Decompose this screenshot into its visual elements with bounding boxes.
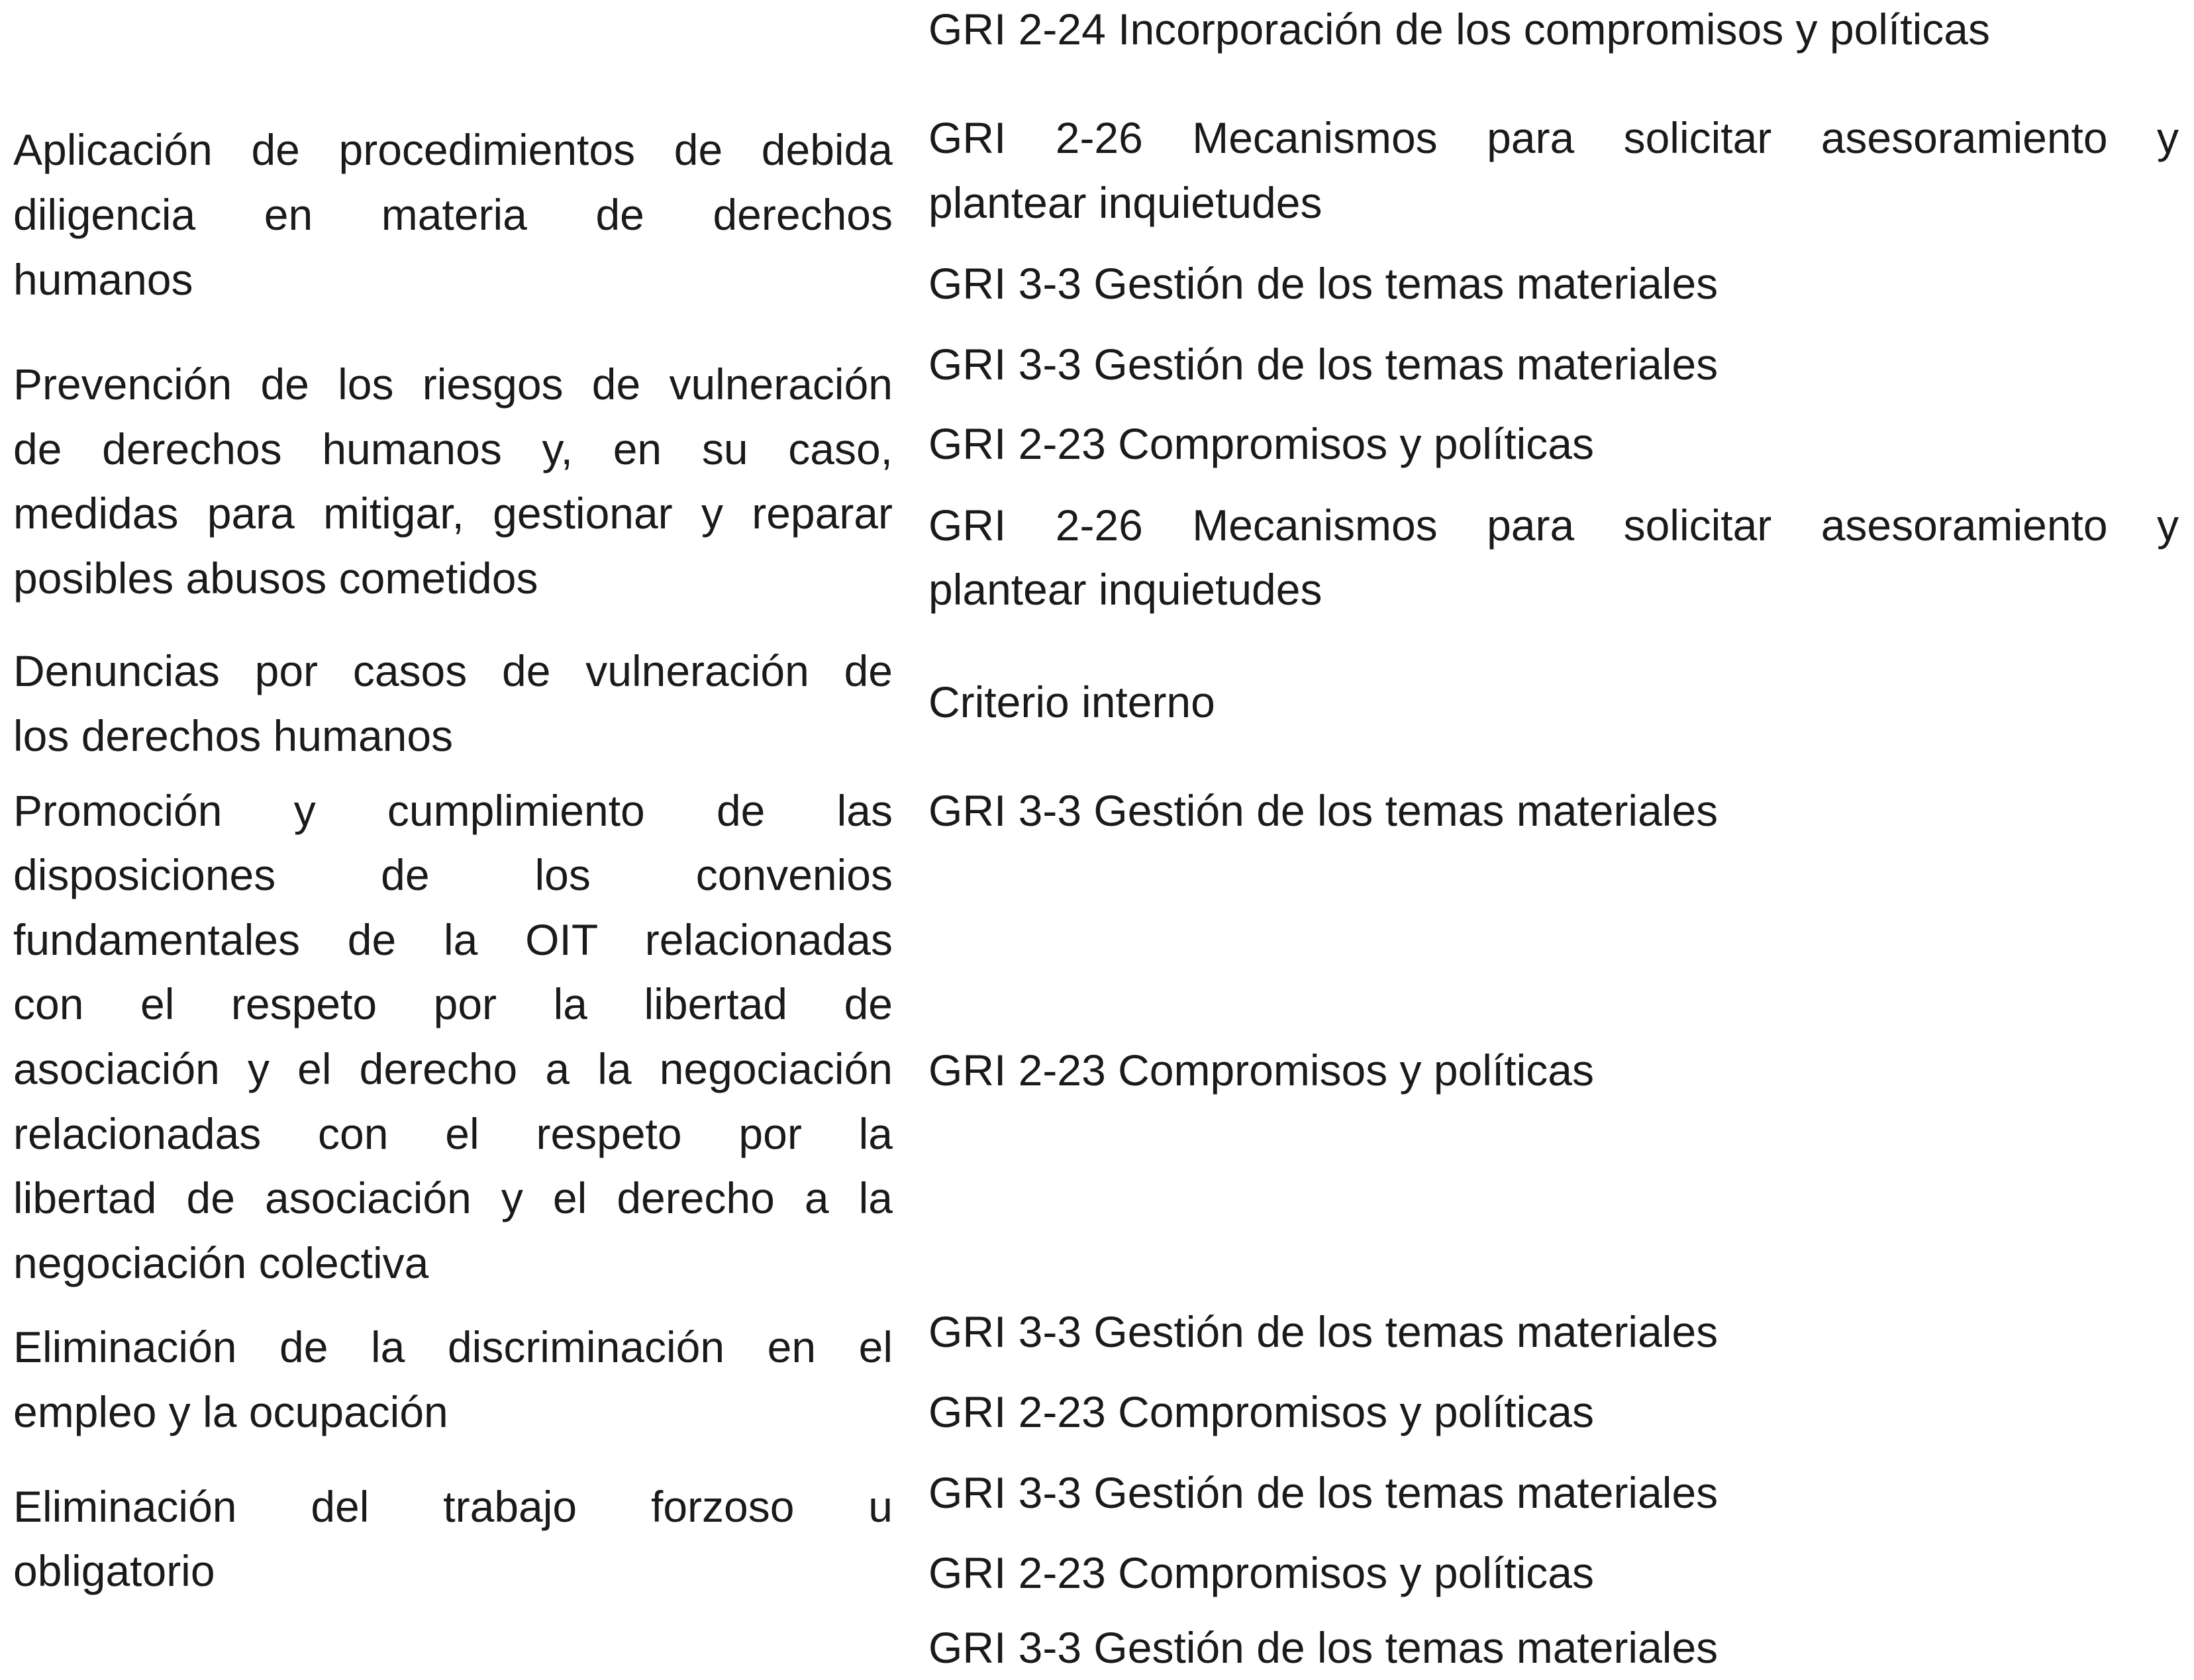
topic-line: Aplicación de procedimientos de debida xyxy=(13,125,893,174)
topic-line: obligatorio xyxy=(13,1546,215,1595)
topic-line: Prevención de los riesgos de vulneración xyxy=(13,360,893,409)
topic-line: con el respeto por la libertad de xyxy=(13,979,893,1028)
gri-reference: GRI 3-3 Gestión de los temas materiales xyxy=(928,1623,1719,1672)
gri-reference: GRI 2-26 Mecanismos para solicitar asesoramiento y xyxy=(928,113,2179,162)
topic-line: relacionadas con el respeto por la xyxy=(13,1109,893,1158)
gri-reference: GRI 2-23 Compromisos y políticas xyxy=(928,419,1594,468)
gri-reference: plantear inquietudes xyxy=(928,565,1322,614)
gri-reference: GRI 3-3 Gestión de los temas materiales xyxy=(928,259,1719,308)
topic-line: humanos xyxy=(13,255,193,304)
topic-line: disposiciones de los convenios xyxy=(13,850,893,899)
gri-reference: GRI 3-3 Gestión de los temas materiales xyxy=(928,1468,1719,1517)
topic-line: los derechos humanos xyxy=(13,711,454,760)
topic-line: Promoción y cumplimiento de las xyxy=(13,786,893,835)
topic-line: posibles abusos cometidos xyxy=(13,554,538,603)
gri-reference: GRI 2-23 Compromisos y políticas xyxy=(928,1046,1594,1095)
gri-reference: GRI 3-3 Gestión de los temas materiales xyxy=(928,1307,1719,1356)
gri-reference: GRI 2-26 Mecanismos para solicitar asesoramiento y xyxy=(928,501,2179,550)
topic-line: medidas para mitigar, gestionar y reparar xyxy=(13,489,893,538)
topic-line: Eliminación del trabajo forzoso u xyxy=(13,1482,893,1531)
topic-line: negociación colectiva xyxy=(13,1238,429,1287)
gri-reference: plantear inquietudes xyxy=(928,178,1322,227)
gri-reference: GRI 3-3 Gestión de los temas materiales xyxy=(928,786,1719,835)
gri-reference: GRI 2-23 Compromisos y políticas xyxy=(928,1548,1594,1597)
topic-line: diligencia en materia de derechos xyxy=(13,190,893,239)
topic-line: de derechos humanos y, en su caso, xyxy=(13,424,893,473)
topic-line: empleo y la ocupación xyxy=(13,1387,448,1436)
gri-reference: GRI 2-24 Incorporación de los compromisos y políticas xyxy=(928,5,1991,54)
topic-line: Eliminación de la discriminación en el xyxy=(13,1322,893,1371)
gri-reference: Criterio interno xyxy=(928,677,1215,726)
topic-line: fundamentales de la OIT relacionadas xyxy=(13,915,893,964)
gri-reference: GRI 2-23 Compromisos y políticas xyxy=(928,1387,1594,1436)
gri-reference: GRI 3-3 Gestión de los temas materiales xyxy=(928,340,1719,389)
topic-line: libertad de asociación y el derecho a la xyxy=(13,1173,893,1222)
topic-line: Denuncias por casos de vulneración de xyxy=(13,646,893,695)
topic-line: asociación y el derecho a la negociación xyxy=(13,1044,893,1093)
